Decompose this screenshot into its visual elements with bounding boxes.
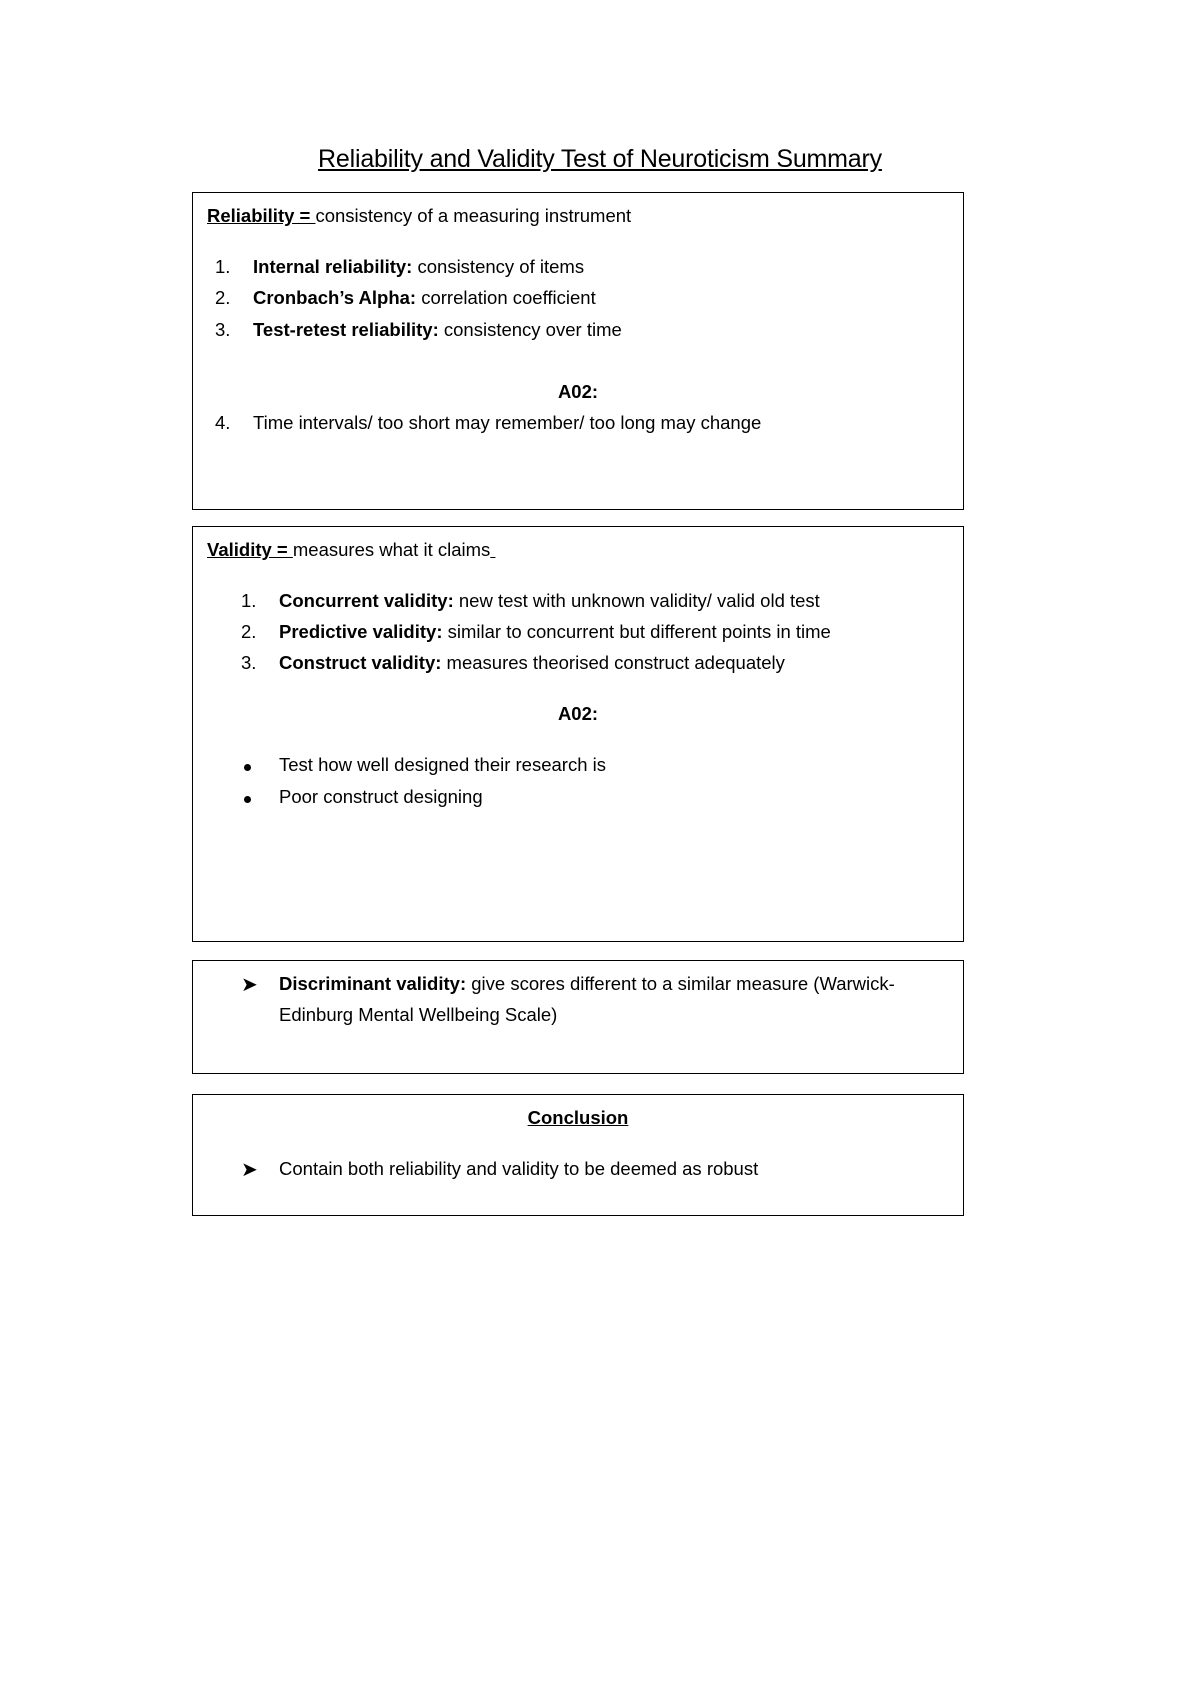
page-title: Reliability and Validity Test of Neuroticism Summary xyxy=(318,145,882,173)
discriminant-box xyxy=(192,960,964,1074)
list-item: Cronbach’s Alpha: correlation coefficient xyxy=(253,287,596,308)
list-item: Test-retest reliability: consistency over time xyxy=(253,319,622,340)
list-number: 3. xyxy=(241,652,257,673)
list-item: Predictive validity: similar to concurrent but different points in time xyxy=(279,621,831,642)
list-number: 2. xyxy=(241,621,257,642)
list-item: Time intervals/ too short may remember/ too long may change xyxy=(253,412,762,433)
conclusion-box xyxy=(192,1094,964,1216)
list-item: Construct validity: measures theorised construct adequately xyxy=(279,652,785,673)
list-item: Discriminant validity: give scores different to a similar measure (Warwick- xyxy=(279,973,895,994)
conclusion-heading: Conclusion xyxy=(527,1107,629,1128)
bullet-icon xyxy=(244,796,251,803)
list-item: Test how well designed their research is xyxy=(279,754,606,775)
list-item-continuation: Edinburg Mental Wellbeing Scale) xyxy=(279,1004,558,1025)
reliability-heading: Reliability = xyxy=(207,205,316,226)
list-number: 1. xyxy=(241,590,257,611)
list-item: Poor construct designing xyxy=(279,786,483,807)
list-item: Internal reliability: consistency of items xyxy=(253,256,585,277)
list-number: 1. xyxy=(215,256,231,277)
reliability-box xyxy=(192,192,964,510)
list-number: 4. xyxy=(215,412,231,433)
reliability-definition: Reliability = consistency of a measuring instrument xyxy=(207,205,632,226)
validity-heading: Validity = xyxy=(207,539,293,560)
arrow-bullet-icon: ➤ xyxy=(241,1159,258,1181)
ao2-label: A02: xyxy=(557,381,599,402)
validity-box xyxy=(192,526,964,942)
list-item: Contain both reliability and validity to be deemed as robust xyxy=(279,1158,759,1179)
ao2-label: A02: xyxy=(557,703,599,724)
list-number: 2. xyxy=(215,287,231,308)
arrow-bullet-icon: ➤ xyxy=(241,974,258,996)
validity-definition: Validity = measures what it claims xyxy=(207,539,491,560)
list-item: Concurrent validity: new test with unknown validity/ valid old test xyxy=(279,590,820,611)
list-number: 3. xyxy=(215,319,231,340)
bullet-icon xyxy=(244,764,251,771)
